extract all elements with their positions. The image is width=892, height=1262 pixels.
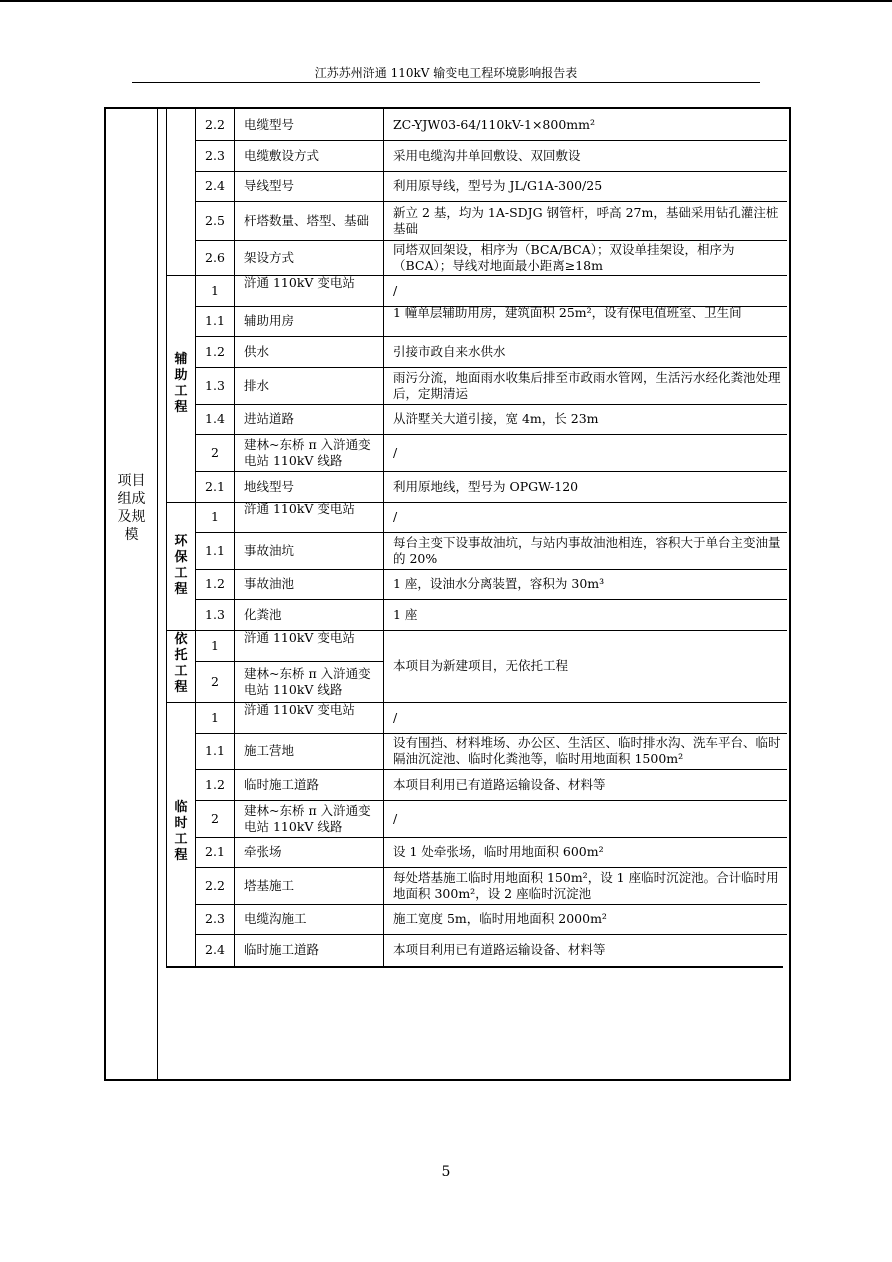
row-separator (195, 837, 787, 838)
row-separator (195, 800, 787, 801)
row-separator (195, 569, 787, 570)
row-separator (195, 733, 787, 734)
row-item: 浒通 110kV 变电站 (244, 702, 355, 717)
row-description: 1 座，设油水分离装置，容积为 30m³ (393, 576, 605, 591)
row-item: 化粪池 (244, 607, 282, 622)
row-number: 2 (211, 674, 219, 689)
row-item: 辅助用房 (244, 313, 295, 328)
category-huanbao: 环 保 工 程 (174, 534, 188, 597)
row-description: 1 幢单层辅助用房，建筑面积 25m²，设有保电值班室、卫生间 (393, 305, 742, 320)
row-separator (195, 769, 787, 770)
row-number: 1.2 (205, 344, 225, 359)
row-description: 设有围挡、材料堆场、办公区、生活区、临时排水沟、洗车平台、临时隔油沉淀池、临时化粪池等，临时用地面积 1500m² (393, 735, 781, 766)
row-number: 1.3 (205, 607, 225, 622)
row-item: 临时施工道路 (244, 942, 320, 957)
row-item: 浒通 110kV 变电站 (244, 501, 355, 516)
row-number: 2.4 (205, 942, 225, 957)
row-item: 施工营地 (244, 743, 295, 758)
page-number: 5 (441, 1164, 451, 1180)
row-item: 牵张场 (244, 844, 282, 859)
row-item: 临时施工道路 (244, 777, 320, 792)
row-separator (195, 171, 787, 172)
row-description: / (393, 710, 398, 725)
section-label: 项目 组成 及规 模 (117, 473, 146, 543)
row-number: 1 (211, 710, 219, 725)
row-number: 1.4 (205, 411, 225, 426)
header-title: 江苏苏州浒通 110kV 输变电工程环境影响报告表 (314, 66, 578, 80)
row-item: 电缆敷设方式 (244, 148, 320, 163)
row-description: 利用原导线，型号为 JL/G1A-300/25 (393, 178, 603, 193)
row-item: 杆塔数量、塔型、基础 (244, 213, 370, 228)
row-item: 浒通 110kV 变电站 (244, 275, 355, 290)
row-number: 1 (211, 638, 219, 653)
row-number: 2.5 (205, 213, 225, 228)
row-number: 2.6 (205, 250, 225, 265)
row-item: 进站道路 (244, 411, 295, 426)
row-separator (195, 140, 787, 141)
row-item: 事故油池 (244, 576, 295, 591)
row-description: ZC-YJW03-64/110kV-1×800mm² (393, 117, 595, 132)
header-rule (132, 82, 760, 83)
row-number: 1.2 (205, 777, 225, 792)
row-number: 2 (211, 445, 219, 460)
row-number: 2.2 (205, 117, 225, 132)
row-description: 每台主变下设事故油坑，与站内事故油池相连，容积大于单台主变油量的 20% (393, 535, 781, 566)
row-item: 浒通 110kV 变电站 (244, 630, 355, 645)
row-item: 建林~东桥 π 入浒通变电站 110kV 线路 (244, 803, 371, 834)
row-number: 1 (211, 283, 219, 298)
row-description: 设 1 处牵张场，临时用地面积 600m² (393, 844, 604, 859)
row-separator (195, 404, 787, 405)
row-number: 1.1 (205, 543, 225, 558)
col-line-section (157, 109, 158, 1079)
row-separator (195, 471, 787, 472)
row-separator (195, 240, 787, 241)
row-description: 从浒墅关大道引接，宽 4m，长 23m (393, 411, 599, 426)
row-separator (195, 934, 787, 935)
table-bottom-rule (166, 966, 783, 968)
row-number: 2 (211, 811, 219, 826)
row-separator (195, 867, 787, 868)
row-description: / (393, 811, 398, 826)
page-top-border (0, 0, 892, 2)
row-description: 采用电缆沟井单回敷设、双回敷设 (393, 148, 581, 163)
row-item: 电缆沟施工 (244, 911, 307, 926)
row-description: 利用原地线，型号为 OPGW-120 (393, 479, 579, 494)
row-description: 雨污分流，地面雨水收集后排至市政雨水管网，生活污水经化粪池处理后，定期清运 (393, 370, 781, 401)
row-number: 1.3 (205, 378, 225, 393)
row-separator (195, 904, 787, 905)
row-description: / (393, 509, 398, 524)
row-description: 本项目利用已有道路运输设备、材料等 (393, 777, 606, 792)
row-description: 引接市政自来水供水 (393, 344, 506, 359)
row-number: 2.4 (205, 178, 225, 193)
row-description: 每处塔基施工临时用地面积 150m²，设 1 座临时沉淀池。合计临时用地面积 300m²，设 2 座临时沉淀池 (393, 870, 779, 901)
row-description: 施工宽度 5m，临时用地面积 2000m² (393, 911, 607, 926)
row-item: 事故油坑 (244, 543, 295, 558)
row-number: 2.3 (205, 148, 225, 163)
row-item: 地线型号 (244, 479, 295, 494)
row-separator (195, 336, 787, 337)
row-number: 2.1 (205, 479, 225, 494)
row-description: 1 座 (393, 607, 418, 622)
row-description: 同塔双回架设，相序为（BCA/BCA）；双设单挂架设，相序为（BCA）；导线对地面最小距离≥18m (393, 242, 735, 273)
row-description: 本项目利用已有道路运输设备、材料等 (393, 942, 606, 957)
row-number: 2.1 (205, 844, 225, 859)
row-number: 1.1 (205, 313, 225, 328)
row-item: 建林~东桥 π 入浒通变电站 110kV 线路 (244, 666, 371, 697)
yituo-description: 本项目为新建项目，无依托工程 (393, 658, 569, 673)
category-linshi: 临 时 工 程 (174, 800, 188, 863)
row-description: / (393, 283, 398, 298)
row-separator (195, 367, 787, 368)
row-separator (195, 434, 787, 435)
row-item: 供水 (244, 344, 270, 359)
category-yituo: 依 托 工 程 (174, 632, 188, 695)
row-number: 1 (211, 509, 219, 524)
row-number: 2.2 (205, 878, 225, 893)
row-item: 建林~东桥 π 入浒通变电站 110kV 线路 (244, 437, 371, 468)
row-item: 导线型号 (244, 178, 295, 193)
row-item: 塔基施工 (244, 878, 295, 893)
row-number: 1.1 (205, 743, 225, 758)
row-item: 架设方式 (244, 250, 295, 265)
row-separator (195, 599, 787, 600)
row-separator (195, 532, 787, 533)
row-item: 排水 (244, 378, 270, 393)
row-number: 2.3 (205, 911, 225, 926)
row-number: 1.2 (205, 576, 225, 591)
row-item: 电缆型号 (244, 117, 295, 132)
row-separator (195, 661, 383, 662)
row-description: / (393, 445, 398, 460)
row-description: 新立 2 基，均为 1A-SDJG 钢管杆，呼高 27m，基础采用钻孔灌注桩基础 (393, 205, 779, 236)
category-fuzhu: 辅 助 工 程 (174, 352, 188, 415)
row-separator (195, 201, 787, 202)
